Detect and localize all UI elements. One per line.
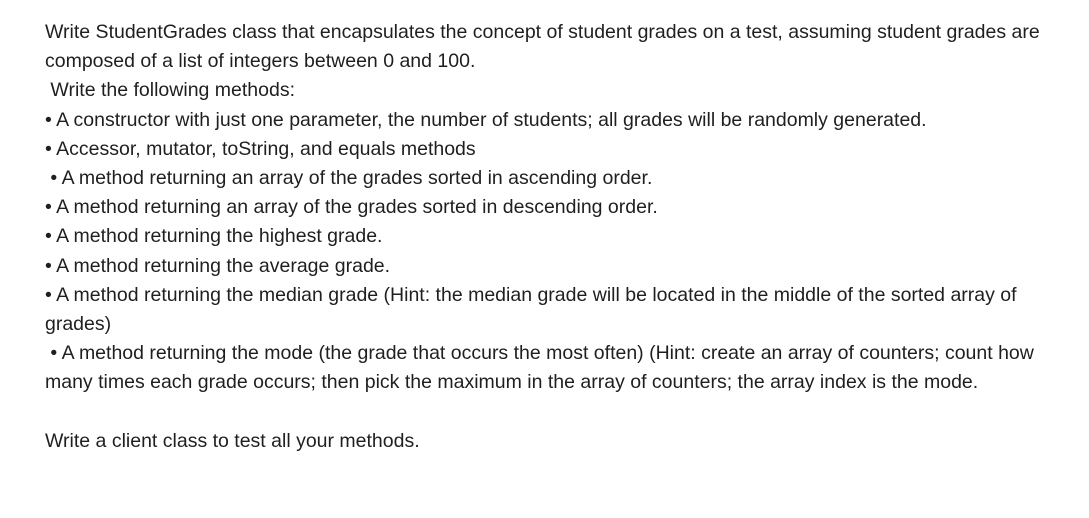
closing-paragraph: Write a client class to test all your methods. xyxy=(45,429,420,452)
assignment-text xyxy=(45,18,1075,456)
bullet-accessor-mutator: • Accessor, mutator, toString, and equals methods xyxy=(45,137,476,160)
paragraph-gap xyxy=(45,398,1075,427)
methods-heading: Write the following methods: xyxy=(45,79,296,102)
bullet-descending-sort: • A method returning an array of the grades sorted in descending order. xyxy=(45,196,658,219)
intro-paragraph: Write StudentGrades class that encapsulates the concept of student grades on a test, assuming student grades are composed of a list of integers between 0 and 100. xyxy=(45,21,1040,73)
bullet-ascending-sort: • A method returning an array of the grades sorted in ascending order. xyxy=(45,167,653,190)
bullet-mode: • A method returning the mode (the grade that occurs the most often) (Hint: create an array of counters; count how many times each grade occurs; then pick the maximum in the array of counters; the array index is the mode. xyxy=(45,342,1040,394)
bullet-highest-grade: • A method returning the highest grade. xyxy=(45,225,383,248)
bullet-average-grade: • A method returning the average grade. xyxy=(45,254,391,277)
bullet-median-grade: • A method returning the median grade (Hint: the median grade will be located in the middle of the sorted array of grades) xyxy=(45,283,1017,336)
bullet-constructor: • A constructor with just one parameter, the number of students; all grades will be randomly generated. xyxy=(45,108,927,131)
